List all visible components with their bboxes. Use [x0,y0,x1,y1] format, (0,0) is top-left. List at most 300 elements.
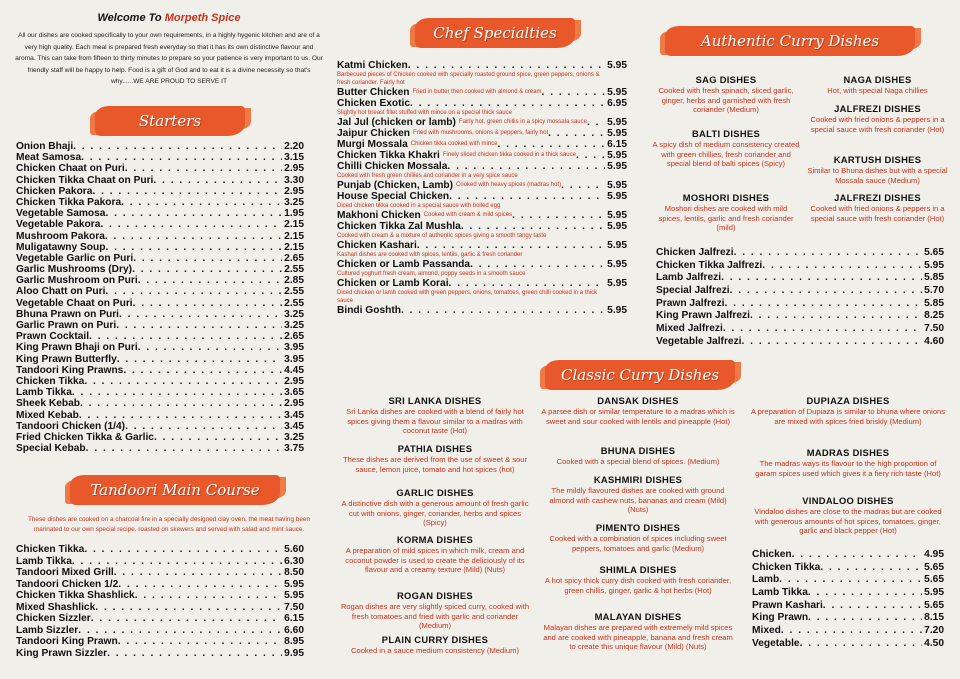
chef-item-price: 5.95 [607,305,627,316]
dot-leader [587,117,605,128]
dot-leader [800,638,923,651]
chef-item [337,117,627,128]
section-title: BHUNA DISHES [600,445,676,456]
menu-item-price: 2.65 [284,252,304,264]
menu-item [16,376,304,387]
menu-item-price: 2.55 [284,264,304,276]
menu-item-price: 2.95 [284,185,304,197]
menu-item-price: 4.60 [924,335,944,347]
chef-item [337,305,627,316]
menu-item-price: 6.15 [284,613,304,624]
dot-leader [779,574,922,587]
restaurant-name: Morpeth Spice [164,12,241,24]
dot-leader [154,432,282,443]
section-title: BALTI DISHES [691,128,760,139]
menu-item-price: 8.25 [924,310,944,322]
section-desc: Rogan dishes are very slightly spiced curry, cooked with fresh tomatoes and fried with garlic and coriander (Medium) [340,602,530,631]
menu-item [16,186,304,197]
chef-item [337,128,627,139]
menu-item-price: 5.65 [924,574,944,586]
menu-item-price: 5.60 [284,544,304,555]
dot-leader [118,579,282,591]
chef-item [337,240,627,259]
menu-item-name: Muligatawny Soup [16,241,106,253]
menu-item [16,421,304,432]
menu-item-price: 4.50 [924,637,944,649]
menu-item-name: Garlic Mushrooms (Dry) [16,264,133,276]
menu-item [656,260,944,273]
menu-item-name: Vegetable Chaat on Puri [16,297,133,309]
section-desc: The madras ways its flavour to the high proportion of garam spices used which gives it a fiery rich taste (Hot) [755,459,941,478]
section-desc: Sri Lanka dishes are cooked with a blend of fairly hot spices giving them a flavour similar to a madras with coconut taste (Hot) [346,407,524,436]
dot-leader [84,544,282,556]
menu-item-name: Tandoori King Prawns [16,364,124,376]
menu-item [656,285,944,298]
welcome-text: All our dishes are cooked specifically to your own requirements, in a highly hygenic kitchen and are of a very high quality. Each meal is prepared fresh everyday so that it has its own distinctive flavour and aroma. This can take from fifteen to thirty minutes to prepare so your patience is very important to us. Our friendly staff will be happy to help. Food is a gift of God and to eat it is a divine necessity so that's why......WE ARE PROUD TO SERVE IT [15,32,323,86]
menu-item-name: Prawn Cocktail [16,331,90,343]
menu-item-price: 2.55 [284,297,304,309]
menu-item-name: Mixed Shashlick [16,601,96,613]
chef-item-price: 5.95 [607,117,627,128]
menu-item-price: 3.25 [284,431,304,443]
menu-item-name: Bhuna Prawn on Puri [16,308,120,320]
menu-item-name: King Prawn Sizzler [16,647,108,659]
menu-item-name: Tandoori Mixed Grill [16,567,114,578]
section-title: KORMA DISHES [396,534,474,545]
dot-leader [123,365,282,376]
moshori-dishes [652,192,800,233]
dot-leader [125,163,282,174]
chef-item-description: Cultured yoghurt fresh cream, almond, poppy seeds in a smooth sauce [337,271,526,277]
chef-item-price: 5.95 [607,278,627,289]
dot-leader [119,309,282,320]
menu-item-name: Chicken Jalfrezi [656,247,734,258]
dot-leader [512,210,605,221]
dot-leader [121,197,282,208]
menu-item [16,320,304,331]
chef-item-row [337,259,627,270]
menu-item-price: 5.95 [284,590,304,601]
menu-item [16,286,304,297]
menu-item-name: Chicken Tikka Pakora [16,196,122,208]
chef-item-name: Chicken or Lamb Passanda [337,259,471,270]
menu-item-name: King Prawn Butterfly [16,353,117,365]
chef-item-description: Kashari dishes are cooked with spices, lentils, garlic & fresh coriander [337,252,523,258]
menu-item [16,602,304,614]
menu-item [16,197,304,208]
curry-section [748,495,948,536]
menu-item-name: Tandoori Chicken 1/2 [16,578,119,590]
menu-item-price: 2.55 [284,286,304,298]
section-title: MALAYAN DISHES [594,611,682,622]
chef-item-description: Cooked with fresh green chillies and coriander in a very spice sauce [337,173,518,179]
menu-item [752,587,944,600]
menu-item [656,298,944,311]
chef-item-row [337,117,627,128]
chef-item-name: Murgi Mossala [337,139,408,150]
menu-item-price: 4.45 [284,364,304,376]
section-desc: Cooked with fresh spinach, sliced garlic, ginger, herbs and garnished with fresh coriander (Medium) [658,86,794,115]
chef-item-row [337,278,627,289]
menu-item-price: 5.65 [924,561,944,573]
section-title: JALFREZI DISHES [834,103,921,114]
dot-leader [91,613,282,625]
tandoori-description: These dishes are cooked on a charcoal fire in a specially designed clay oven, the meat having been marinated to our own special recipe, roasted on skewers and served with salad and mint sauce. [27,516,311,533]
menu-item [16,443,304,454]
dot-leader [792,549,923,562]
menu-item [752,612,944,625]
kartush-dishes [805,154,950,185]
dot-leader [762,260,922,273]
menu-item [752,549,944,562]
section-title: ROGAN DISHES [396,590,473,601]
curry-section [340,487,530,528]
menu-item-name: Lamb [752,574,780,586]
dot-leader [118,636,282,648]
menu-item-name: Vegetable Garlic on Puri [16,252,134,264]
menu-item-name: Fried Chicken Tikka & Garlic [16,431,154,443]
jalfrezi-dishes [805,103,950,134]
dot-leader [86,443,283,454]
menu-item [16,398,304,409]
chef-item-row [337,150,627,161]
chef-item-name: Chicken Tikka Khakri [337,150,440,161]
dot-leader [725,298,923,311]
menu-item-name: Chicken Sizzler [16,613,91,624]
dot-leader [72,387,282,398]
menu-item-price: 2.65 [284,331,304,343]
curry-section [340,534,530,575]
menu-item [656,336,944,349]
dot-leader [730,285,923,298]
chef-item-name: Jal Jul (chicken or lamb) [337,117,456,128]
menu-item [16,208,304,219]
chef-item-price: 6.95 [607,98,627,109]
menu-item [16,387,304,398]
section-title: JALFREZI DISHES [834,192,921,203]
chef-item-name: Chicken Tikka Zal Mushla [337,221,461,232]
section-title: SAG DISHES [695,74,757,85]
menu-item-price: 5.95 [284,578,304,590]
starters-list [16,141,304,454]
menu-item-name: Lamb Tikka [16,387,72,399]
chef-item-name: Chicken or Lamb Korai [337,278,449,289]
section-desc: A spicy dish of medium consistency created with green chillies, fresh coriander and special blend of balti spices (Spicy) [652,140,800,169]
chef-item-price: 5.95 [607,221,627,232]
chef-item [337,278,627,305]
chef-item-price: 5.95 [607,161,627,172]
menu-item [16,231,304,242]
menu-item-price: 3.25 [284,320,304,331]
section-desc: Malayan dishes are prepared with extremely mild spices and are cooked with pineapple, banana and fresh cream to create this unique flavour (Mild) (Nuts) [543,623,733,652]
menu-item-price: 4.95 [924,549,944,560]
menu-item [656,323,944,336]
chef-item [337,161,627,180]
menu-item-name: Chicken Tikka Shashlick [16,590,135,601]
chef-item-note: Cooked with heavy spices (madras hot) [456,182,562,188]
curry-section [340,634,530,656]
menu-item-name: Onion Bhaji [16,141,74,152]
curry-section [748,395,948,426]
section-title: KASHMIRI DISHES [593,474,683,485]
menu-item [656,272,944,285]
dot-leader [808,612,922,625]
chef-item-note: Fried with mushrooms, onions & peppers, fairly hot [413,130,549,136]
menu-item-name: Chicken Tikka Chaat on Puri [16,174,154,186]
dot-leader [742,336,923,349]
dot-leader [417,240,605,251]
menu-item-price: 3.45 [284,420,304,432]
section-desc: Cooked with a special blend of spices. (Medium) [556,457,720,466]
menu-item-name: Lamb Tikka [16,555,72,567]
menu-item [752,600,944,613]
dot-leader [449,191,605,202]
classic-curry-banner: Classic Curry Dishes [545,360,735,390]
section-desc: A preparation of mild spices in which milk, cream and coconut powder is used to create the deliciously of its flavour and a creamy texture (Mild) (Nuts) [345,546,525,575]
chef-item-row [337,180,627,191]
chef-item-name: Bindi Goshth [337,305,401,316]
menu-item [16,219,304,230]
chef-specialties-banner: Chef Specialties [415,18,575,48]
dot-leader [89,331,282,342]
menu-item [16,613,304,625]
section-title: NAGA DISHES [843,74,912,85]
section-desc: Vindaloo dishes are close to the madras but are cooked with generous amounts of hot spices, tomatoes, ginger, garlic and black pepper (Hot) [754,507,942,536]
dot-leader [100,219,282,230]
dot-leader [576,150,605,161]
dot-leader [105,231,282,242]
dot-leader [823,600,922,613]
chef-item-name: Makhoni Chicken [337,210,421,221]
chef-item-name: House Special Chicken [337,191,450,202]
menu-item [16,590,304,602]
chef-item-note: Fried in butter then cooked with almond & cream [412,89,542,95]
chef-item-description: Slightly hot breast fillet stuffed with mince on a special thick sauce [337,110,512,116]
section-desc: Cooked in a sauce medium consistency (Medium) [351,646,519,655]
dot-leader [781,625,922,638]
dot-leader [116,320,282,331]
menu-item [16,298,304,309]
tandoori-list [16,544,304,659]
menu-item [16,556,304,568]
dot-leader [95,602,282,614]
menu-item-name: Lamb Tikka [752,587,808,599]
chef-item-price: 5.95 [607,259,627,270]
menu-item-price: 3.95 [284,353,304,365]
dot-leader [125,421,282,432]
dot-leader [92,186,282,197]
menu-item [16,242,304,253]
curry-section [340,590,530,631]
menu-item-name: Lamb Sizzler [16,624,79,636]
menu-item [16,544,304,556]
menu-item [16,309,304,320]
menu-item-name: Vegetable Jalfrezi [656,335,742,347]
dot-leader [721,272,922,285]
menu-item [656,310,944,323]
section-desc: Cooked with a combination of spices including sweet peppers, tomatoes and garlic (Medium) [549,534,727,553]
chef-item-row [337,161,627,172]
menu-item-price: 2.15 [284,219,304,231]
menu-item [16,253,304,264]
chef-item-price: 5.95 [607,210,627,221]
chef-item-description: Barbecued pieces of Chicken cooked with specially roasted ground spice, green peppers, onions & fresh coriander. Fairly hot [337,72,600,86]
chef-item-name: Punjab (Chicken, Lamb) [337,180,454,191]
menu-item [16,141,304,152]
menu-item-price: 5.95 [924,259,944,271]
menu-item [16,152,304,163]
chef-item [337,210,627,221]
menu-item-name: Aloo Chatt on Puri [16,286,106,298]
dot-leader [408,60,605,71]
dot-leader [542,87,606,98]
menu-item-name: King Prawn Bhaji on Puri [16,342,138,354]
section-desc: Hot, with special Naga chillies [827,86,928,95]
section-desc: Similar to Bhuna dishes but with a special Mossala sauce (Medium) [807,166,948,185]
dot-leader [117,354,282,365]
menu-item-name: Sheek Kebab [16,398,80,410]
menu-item-name: Chicken [752,549,792,560]
menu-item-price: 3.25 [284,196,304,208]
section-desc: The mildly flavoured dishes are cooked with ground almond with cashew nuts, bananas and cream (Mild) (Nuts) [549,486,727,515]
menu-item-price: 3.15 [284,152,304,164]
chef-item-description: Diced chicken tikka cooked in a special sauce with boiled egg [337,203,501,209]
menu-item-name: Garlic Prawn on Puri [16,320,117,331]
dot-leader [153,175,282,186]
menu-item-name: Mixed Kebab [16,409,79,421]
chef-item-price: 5.95 [607,150,627,161]
sag-dishes [652,74,800,115]
section-desc: A parsee dish or similar temperature to a madras which is sweet and sour cooked with lentils and pineapple (Hot) [541,407,735,426]
jalfrezi-dishes-2 [805,192,950,223]
menu-item-price: 5.95 [924,587,944,599]
authentic-curry-banner: Authentic Curry Dishes [665,26,915,56]
dot-leader [808,587,922,600]
menu-item [752,638,944,651]
chef-item-row [337,98,627,109]
chef-item [337,98,627,117]
menu-item-name: Garlic Mushroom on Puri [16,275,138,287]
dot-leader [461,221,605,232]
chef-item-row [337,128,627,139]
menu-item [752,574,944,587]
menu-item-name: Vegetable [752,637,800,649]
dot-leader [135,590,282,602]
chef-item-price: 5.95 [607,180,627,191]
menu-item-price: 2.15 [284,241,304,253]
section-desc: A preparation of Dupiaza is similar to bhuna where onions are mixed with spices fried briskly (Medium) [750,407,946,426]
classic-curry-price-list [752,549,944,651]
menu-item-price: 2.15 [284,230,304,242]
menu-item-price: 8.15 [924,612,944,624]
menu-item [752,562,944,575]
menu-item [16,365,304,376]
dot-leader [81,152,282,163]
menu-item [16,625,304,637]
section-desc: A hot spicy thick curry dish cooked with fresh coriander, green chillis, ginger, garlic & hot herbs (Hot) [544,576,732,595]
welcome-title [14,12,324,24]
dot-leader [80,398,282,409]
dot-leader [138,275,282,286]
dot-leader [470,259,605,270]
curry-section [540,611,736,652]
chef-item-name: Jaipur Chicken [337,128,411,139]
chef-item-note: Fairly hot, green chillis in a spicy mossala sauce [458,119,587,125]
menu-item-name: Tandoori King Prawn [16,636,118,647]
curry-section [540,395,736,426]
curry-section [340,443,530,474]
menu-item-price: 3.30 [284,174,304,186]
section-title: PLAIN CURRY DISHES [381,634,489,645]
chef-item-name: Chilli Chicken Mossala [337,161,448,172]
dot-leader [72,556,282,568]
chef-item-row [337,139,627,150]
curry-section [340,395,530,436]
section-desc: Cooked with fried onions & peppers in a special sauce with fresh coriander (Hot) [810,115,945,134]
menu-item [16,354,304,365]
chef-item-name: Chicken Kashari [337,240,417,251]
welcome-title-prefix: Welcome To [97,12,165,24]
curry-section [540,445,736,467]
menu-item-name: Chicken Tikka [752,561,821,573]
dot-leader [84,376,282,387]
dot-leader [410,98,605,109]
menu-item [16,163,304,174]
chef-item-price: 5.95 [607,87,627,98]
menu-item-price: 7.50 [924,323,944,335]
menu-item-name: Meat Samosa [16,152,82,164]
menu-item-name: Chicken Tikka [16,544,85,555]
chef-item [337,87,627,98]
menu-item [16,410,304,421]
dot-leader [73,141,282,152]
menu-item-price: 9.95 [284,647,304,659]
chef-item [337,150,627,161]
section-title: PIMENTO DISHES [595,522,681,533]
menu-item-price: 3.45 [284,409,304,421]
menu-item-name: King Prawn Jalfrezi [656,310,750,322]
chef-item [337,259,627,278]
menu-item-name: Mushroom Pakora [16,230,105,242]
menu-item-name: Chicken Chaat on Puri [16,163,125,175]
dot-leader [105,242,282,253]
menu-item [656,247,944,260]
dot-leader [79,410,282,421]
section-desc: A distinctive dish with a generous amount of fresh garlic cut with onions, ginger, coriander, herbs and spices (Spicy) [341,499,529,528]
chef-item-description: Cooked with cream & a mixture of authentic spices giving a smooth tangy taste [337,233,547,239]
menu-item [16,342,304,353]
chef-item-row [337,240,627,251]
menu-item-name: Chicken Tikka [16,375,85,387]
starters-banner: Starters [95,106,245,136]
menu-item-price: 6.30 [284,555,304,567]
curry-section [540,522,736,553]
dot-leader [133,253,282,264]
menu-item-name: Lamb Jalfrezi [656,272,722,284]
menu-item-price: 5.65 [924,599,944,611]
chef-item-row [337,191,627,202]
menu-item-name: Prawn Kashari [752,599,823,611]
naga-dishes [805,74,950,96]
menu-item-price: 2.95 [284,375,304,387]
section-title: PATHIA DISHES [397,443,473,454]
chef-item-price: 5.95 [607,191,627,202]
chef-item [337,221,627,240]
menu-item-name: Mixed [752,625,781,637]
dot-leader [449,278,606,289]
menu-item [16,636,304,648]
dot-leader [447,161,605,172]
